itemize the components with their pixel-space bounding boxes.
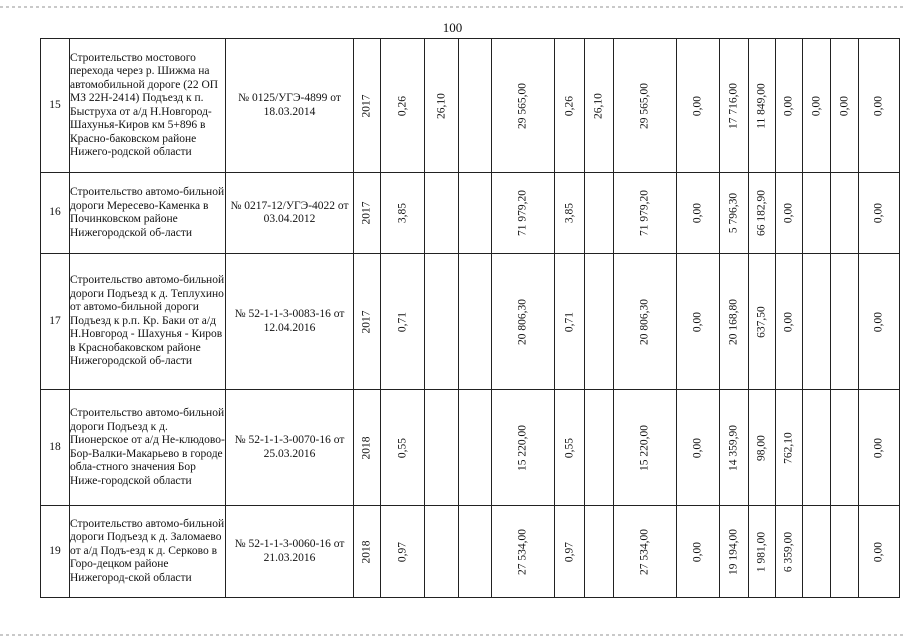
amount-cell (803, 173, 831, 254)
amount-cell: 66 182,90 (749, 173, 776, 254)
row-number: 18 (41, 390, 70, 506)
amount-cell: 5 796,30 (720, 173, 749, 254)
length-km-cell: 0,55 (555, 390, 585, 506)
empty-cell (459, 39, 492, 173)
length-km-cell: 0,55 (381, 390, 425, 506)
object-name: Строительство автомо-бильной дороги Подъезд к д. Пионерское от а/д Не-клюдово-Бор-Валки-Макарьево в городе обла-стного значения Бор Ниже-городской области (70, 390, 226, 506)
object-name: Строительство автомо-бильной дороги Подъезд к д. Теплухино от автомо-бильной дороги Подъезд к р.п. Кр. Баки от а/д Н.Новгород - Шахунья - Киров в Краснобаковском районе Нижегородской об-ласти (70, 254, 226, 390)
amount-cell: 0,00 (859, 254, 900, 390)
expertise-conclusion: № 52-1-1-3-0060-16 от 21.03.2016 (226, 506, 354, 598)
amount-cell: 0,00 (776, 173, 803, 254)
page-number: 100 (442, 20, 463, 35)
length-km-cell: 0,97 (381, 506, 425, 598)
amount-cell: 0,00 (859, 390, 900, 506)
amount-cell (831, 254, 859, 390)
amount-cell: 0,00 (677, 506, 720, 598)
amount-cell: 0,00 (677, 173, 720, 254)
length-km-cell: 0,97 (555, 506, 585, 598)
length-km-cell: 3,85 (381, 173, 425, 254)
amount-cell: 1 981,00 (749, 506, 776, 598)
amount-cell: 0,00 (776, 254, 803, 390)
object-name: Строительство мостового перехода через р. Шижма на автомобильной дороге (22 ОП МЗ 22Н-2414) Подъезд к п. Быструха от а/д Н.Новгород-Шахунья-Киров км 5+896 в Красно-баковском районе Нижего-родской области (70, 39, 226, 173)
amount-cell (831, 390, 859, 506)
bridge-length-cell: 26,10 (425, 39, 459, 173)
bridge-length-cell (425, 254, 459, 390)
amount-cell (803, 254, 831, 390)
amount-cell: 0,00 (859, 39, 900, 173)
year-cell: 2017 (354, 39, 381, 173)
amount-cell: 0,00 (831, 39, 859, 173)
amount-cell (831, 173, 859, 254)
bridge-length-cell (585, 390, 614, 506)
expertise-conclusion: № 0217-12/УГЭ-4022 от 03.04.2012 (226, 173, 354, 254)
empty-cell (459, 506, 492, 598)
table-row (41, 173, 900, 254)
scan-edge-bottom (0, 634, 905, 636)
amount-cell: 762,10 (776, 390, 803, 506)
row-number: 16 (41, 173, 70, 254)
amount-cell: 19 194,00 (720, 506, 749, 598)
amount-cell: 0,00 (677, 390, 720, 506)
bridge-length-cell (425, 173, 459, 254)
amount-cell: 11 849,00 (749, 39, 776, 173)
amount-cell: 0,00 (859, 173, 900, 254)
length-km-cell: 0,26 (381, 39, 425, 173)
year-cell: 2018 (354, 390, 381, 506)
roads-table (40, 38, 900, 598)
empty-cell (459, 390, 492, 506)
bridge-length-cell (585, 173, 614, 254)
total-cost-cell: 71 979,20 (492, 173, 555, 254)
row-number: 15 (41, 39, 70, 173)
table-row (41, 39, 900, 173)
year-cell: 2018 (354, 506, 381, 598)
length-km-cell: 0,26 (555, 39, 585, 173)
total-cost-cell: 15 220,00 (492, 390, 555, 506)
empty-cell (459, 254, 492, 390)
amount-cell: 0,00 (803, 39, 831, 173)
row-number: 17 (41, 254, 70, 390)
bridge-length-cell: 26,10 (585, 39, 614, 173)
object-name: Строительство автомо-бильной дороги Подъезд к д. Заломаево от а/д Подъ-езд к д. Серково в Горо-децком районе Нижегород-ской области (70, 506, 226, 598)
amount-cell: 0,00 (776, 39, 803, 173)
empty-cell (459, 173, 492, 254)
length-km-cell: 0,71 (555, 254, 585, 390)
amount-cell: 0,00 (677, 39, 720, 173)
total-cost-cell: 20 806,30 (614, 254, 677, 390)
amount-cell: 98,00 (749, 390, 776, 506)
table-row (41, 254, 900, 390)
amount-cell: 637,50 (749, 254, 776, 390)
length-km-cell: 3,85 (555, 173, 585, 254)
bridge-length-cell (425, 506, 459, 598)
scan-edge-top (0, 6, 905, 8)
table-row (41, 506, 900, 598)
total-cost-cell: 29 565,00 (492, 39, 555, 173)
amount-cell (831, 506, 859, 598)
amount-cell: 0,00 (677, 254, 720, 390)
expertise-conclusion: № 0125/УГЭ-4899 от 18.03.2014 (226, 39, 354, 173)
amount-cell: 20 168,80 (720, 254, 749, 390)
total-cost-cell: 27 534,00 (614, 506, 677, 598)
year-cell: 2017 (354, 173, 381, 254)
amount-cell (803, 506, 831, 598)
total-cost-cell: 29 565,00 (614, 39, 677, 173)
total-cost-cell: 20 806,30 (492, 254, 555, 390)
bridge-length-cell (585, 254, 614, 390)
amount-cell: 0,00 (859, 506, 900, 598)
bridge-length-cell (425, 390, 459, 506)
amount-cell: 17 716,00 (720, 39, 749, 173)
total-cost-cell: 71 979,20 (614, 173, 677, 254)
amount-cell (803, 390, 831, 506)
length-km-cell: 0,71 (381, 254, 425, 390)
year-cell: 2017 (354, 254, 381, 390)
row-number: 19 (41, 506, 70, 598)
total-cost-cell: 27 534,00 (492, 506, 555, 598)
bridge-length-cell (585, 506, 614, 598)
total-cost-cell: 15 220,00 (614, 390, 677, 506)
amount-cell: 6 359,00 (776, 506, 803, 598)
expertise-conclusion: № 52-1-1-3-0083-16 от 12.04.2016 (226, 254, 354, 390)
expertise-conclusion: № 52-1-1-3-0070-16 от 25.03.2016 (226, 390, 354, 506)
table-row (41, 390, 900, 506)
amount-cell: 14 359,90 (720, 390, 749, 506)
object-name: Строительство автомо-бильной дороги Мересево-Каменка в Починковском районе Нижегородской об-ласти (70, 173, 226, 254)
